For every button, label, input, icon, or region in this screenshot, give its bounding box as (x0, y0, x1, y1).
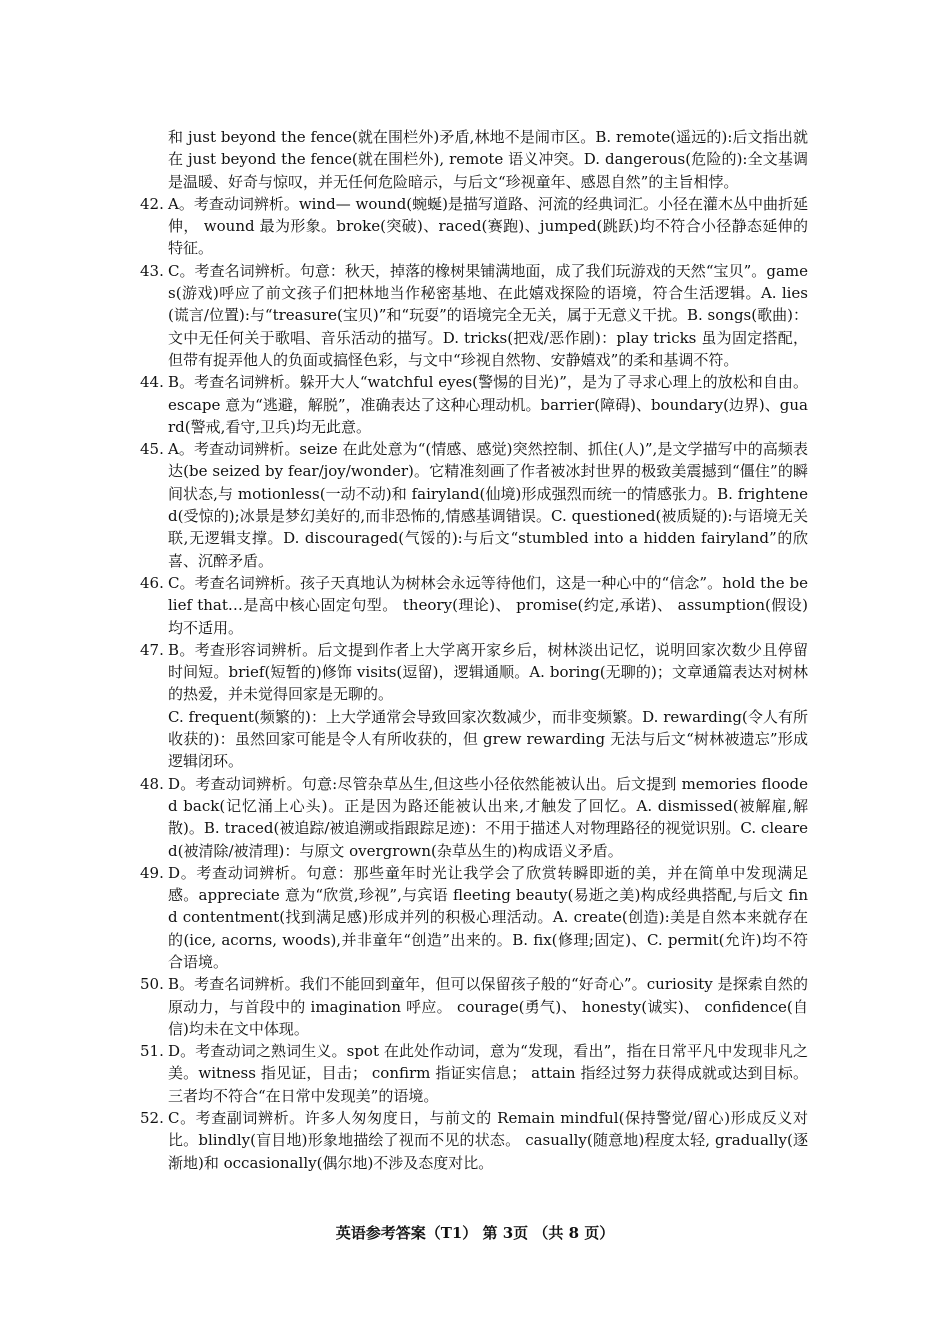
item-text: A。考查动词辨析。wind— wound(蜿蜒)是描写道路、河流的经典词汇。小径在灌木丛中曲折延伸， wound 最为形象。broke(突破)、raced(赛跑)、jumped(跳跃)均不符合小径静态延伸的特征。 (168, 194, 809, 258)
answer-item-44 (140, 371, 808, 438)
item-text: C。考查名词辨析。孩子天真地认为树林会永远等待他们，这是一种心中的“信念”。hold the belief that…是高中核心固定句型。 theory(理论)、 promise(约定,承诺)、 assumption(假设)均不适用。 (168, 573, 808, 637)
continued-text: 和 just beyond the fence(就在围栏外)矛盾,林地不是闹市区。B. remote(遥远的):后文指出就在 just beyond the fence(就在围栏外), remote 语义冲突。D. dangerous(危险的):全文基调是温暖、好奇与惊叹，并无任何危险暗示，与后文“珍视童年、感恩自然”的主旨相悖。 (168, 128, 808, 191)
item-text: C。考查名词辨析。句意：秋天，掉落的橡树果铺满地面，成了我们玩游戏的天然“宝贝”。games(游戏)呼应了前文孩子们把林地当作秘密基地、在此嬉戏探险的语境，符合生活逻辑。A. lies(谎言/位置):与“treasure(宝贝)”和“玩耍”的语境完全无关，属于无意义干扰。B. songs(歌曲)：文中无任何关于歌唱、音乐活动的描写。D. tricks(把戏/恶作剧)：play tricks 虽为固定搭配，但带有捉弄他人的负面或搞怪色彩，与文中“珍视自然物、安静嬉戏”的柔和基调不符。 (168, 261, 808, 369)
answer-item-49 (140, 862, 808, 973)
item-number: 47. (140, 640, 164, 659)
item-number: 43. (140, 261, 164, 280)
item-text: A。考查动词辨析。seize 在此处意为“(情感、感觉)突然控制、抓住(人)”,是文学描写中的高频表达(be seized by fear/joy/wonder)。它精准刻画了作者被冰封世界的极致美震撼到“僵住”的瞬间状态,与 motionless(一动不动)和 fairyland(仙境)形成强烈而统一的情感张力。B. frightened(受惊的);冰景是梦幻美好的,而非恐怖的,情感基调错误。C. questioned(被质疑的):与语境无关联,无逻辑支撑。D. discouraged(气馁的):与后文“stumbled into a hidden fairyland”的欣喜、沉醉矛盾。 (168, 440, 808, 570)
answer-item-46 (140, 572, 808, 639)
item-number: 52. (140, 1109, 164, 1128)
item-text: B。考查名词辨析。我们不能回到童年，但可以保留孩子般的“好奇心”。curiosity 是探索自然的原动力，与首段中的 imagination 呼应。 courage(勇气)、 honesty(诚实)、 confidence(自信)均未在文中体现。 (168, 975, 808, 1038)
answer-item-45 (140, 438, 808, 572)
item-number: 45. (140, 440, 164, 459)
item-text: B。考查名词辨析。躲开大人“watchful eyes(警惕的目光)”，是为了寻求心理上的放松和自由。escape 意为“逃避，解脱”，准确表达了这种心理动机。barrier(障碍)、boundary(边界)、guard(警戒,看守,卫兵)均无此意。 (168, 373, 808, 436)
answer-item-42 (140, 193, 808, 260)
item-number: 51. (140, 1042, 164, 1061)
item-text: D。考查动词之熟词生义。spot 在此处作动词，意为“发现，看出”，指在日常平凡中发现非凡之美。witness 指见证，目击； confirm 指证实信息； attain 指经过努力获得成就或达到目标。三者均不符合“在日常中发现美”的语境。 (168, 1042, 808, 1105)
item-number: 42. (140, 194, 164, 213)
item-number: 48. (140, 774, 164, 793)
answer-item-48 (140, 773, 808, 862)
answer-item-51 (140, 1040, 808, 1107)
item-number: 50. (140, 975, 164, 994)
item-text: D。考查动词辨析。句意:尽管杂草丛生,但这些小径依然能被认出。后文提到 memories flooded back(记忆涌上心头)。正是因为路还能被认出来,才触发了回忆。A. dismissed(被解雇,解散)。B. traced(被追踪/被追溯或指跟踪足迹)：不用于描述人对物理路径的视觉识别。C. cleared(被清除/被清理)：与原文 overgrown(杂草丛生的)构成语义矛盾。 (168, 774, 808, 860)
answer-item-50 (140, 973, 808, 1040)
answer-item-43 (140, 260, 808, 371)
answer-item-47 (140, 639, 808, 773)
item-number: 44. (140, 373, 164, 392)
page-footer: 英语参考答案（T1） 第 3页 （共 8 页） (335, 1224, 615, 1242)
item-number: 46. (140, 573, 164, 592)
item-number: 49. (140, 863, 164, 882)
item-text: C。考查副词辨析。许多人匆匆度日，与前文的 Remain mindful(保持警觉/留心)形成反义对比。blindly(盲目地)形象地描绘了视而不见的状态。 casually(随意地)程度太轻, gradually(逐渐地)和 occasionally(偶尔地)不涉及态度对比。 (168, 1109, 808, 1172)
item-text: B。考查形容词辨析。后文提到作者上大学离开家乡后，树林淡出记忆，说明回家次数少且停留时间短。brief(短暂的)修饰 visits(逗留)，逻辑通顺。A. boring(无聊的)；文章通篇表达对树林的热爱，并未觉得回家是无聊的。 (168, 640, 808, 704)
answer-explanations (140, 126, 808, 1174)
item-text-continued: C. frequent(频繁的)：上大学通常会导致回家次数减少，而非变频繁。D. rewarding(令人有所收获的)：虽然回家可能是令人有所收获的，但 grew rewarding 无法与后文“树林被遗忘”形成逻辑闭环。 (168, 707, 808, 771)
item-text: D。考查动词辨析。句意：那些童年时光让我学会了欣赏转瞬即逝的美，并在简单中发现满足感。appreciate 意为“欣赏,珍视”,与宾语 fleeting beauty(易逝之美)构成经典搭配,与后文 find contentment(找到满足感)形成并列的积极心理活动。A. create(创造):美是自然本来就存在的(ice, acorns, woods),并非童年“创造”出来的。B. fix(修理;固定)、C. permit(允许)均不符合语境。 (168, 863, 808, 971)
continued-explanation (140, 126, 808, 193)
answer-item-52 (140, 1107, 808, 1174)
